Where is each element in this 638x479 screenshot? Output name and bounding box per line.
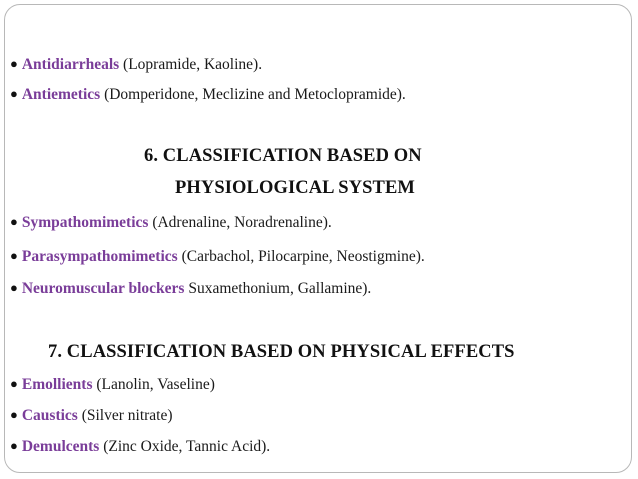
list-item-detail: (Lopramide, Kaoline).	[123, 56, 263, 73]
bullet-icon: ●	[10, 280, 18, 295]
list-item-detail: (Zinc Oxide, Tannic Acid).	[103, 438, 271, 455]
list-item-detail: Suxamethonium, Gallamine).	[188, 280, 372, 297]
section-6-heading-line2: PHYSIOLOGICAL SYSTEM	[175, 178, 415, 198]
list-item-parasympathomimetics	[10, 246, 425, 267]
list-item-antidiarrheals	[10, 54, 262, 75]
list-item-detail: (Lanolin, Vaseline)	[96, 376, 215, 393]
bullet-icon: ●	[10, 86, 18, 101]
list-item-term: Caustics	[21, 407, 78, 424]
bullet-icon: ●	[10, 438, 18, 453]
bullet-icon: ●	[10, 376, 18, 391]
list-item-caustics	[10, 405, 173, 426]
list-item-term: Sympathomimetics	[21, 214, 149, 231]
list-item-antiemetics	[10, 84, 406, 105]
list-item-detail: (Domperidone, Meclizine and Metoclopramide).	[104, 86, 406, 103]
list-item-detail: (Carbachol, Pilocarpine, Neostigmine).	[181, 248, 425, 265]
bullet-icon: ●	[10, 214, 18, 229]
list-item-detail: (Adrenaline, Noradrenaline).	[152, 214, 332, 231]
list-item-term: Neuromuscular blockers	[21, 280, 185, 297]
list-item-neuromuscular-blockers	[10, 278, 371, 299]
list-item-detail: (Silver nitrate)	[81, 407, 173, 424]
section-7-heading: 7. CLASSIFICATION BASED ON PHYSICAL EFFECTS	[48, 342, 515, 362]
list-item-emollients	[10, 374, 215, 395]
list-item-term: Antiemetics	[21, 86, 101, 103]
bullet-icon: ●	[10, 407, 18, 422]
list-item-term: Parasympathomimetics	[21, 248, 178, 265]
bullet-icon: ●	[10, 56, 18, 71]
section-6-heading-line1: 6. CLASSIFICATION BASED ON	[144, 146, 422, 166]
bullet-icon: ●	[10, 248, 18, 263]
list-item-term: Antidiarrheals	[21, 56, 120, 73]
list-item-sympathomimetics	[10, 212, 332, 233]
list-item-term: Emollients	[21, 376, 93, 393]
list-item-demulcents	[10, 436, 270, 457]
list-item-term: Demulcents	[21, 438, 100, 455]
